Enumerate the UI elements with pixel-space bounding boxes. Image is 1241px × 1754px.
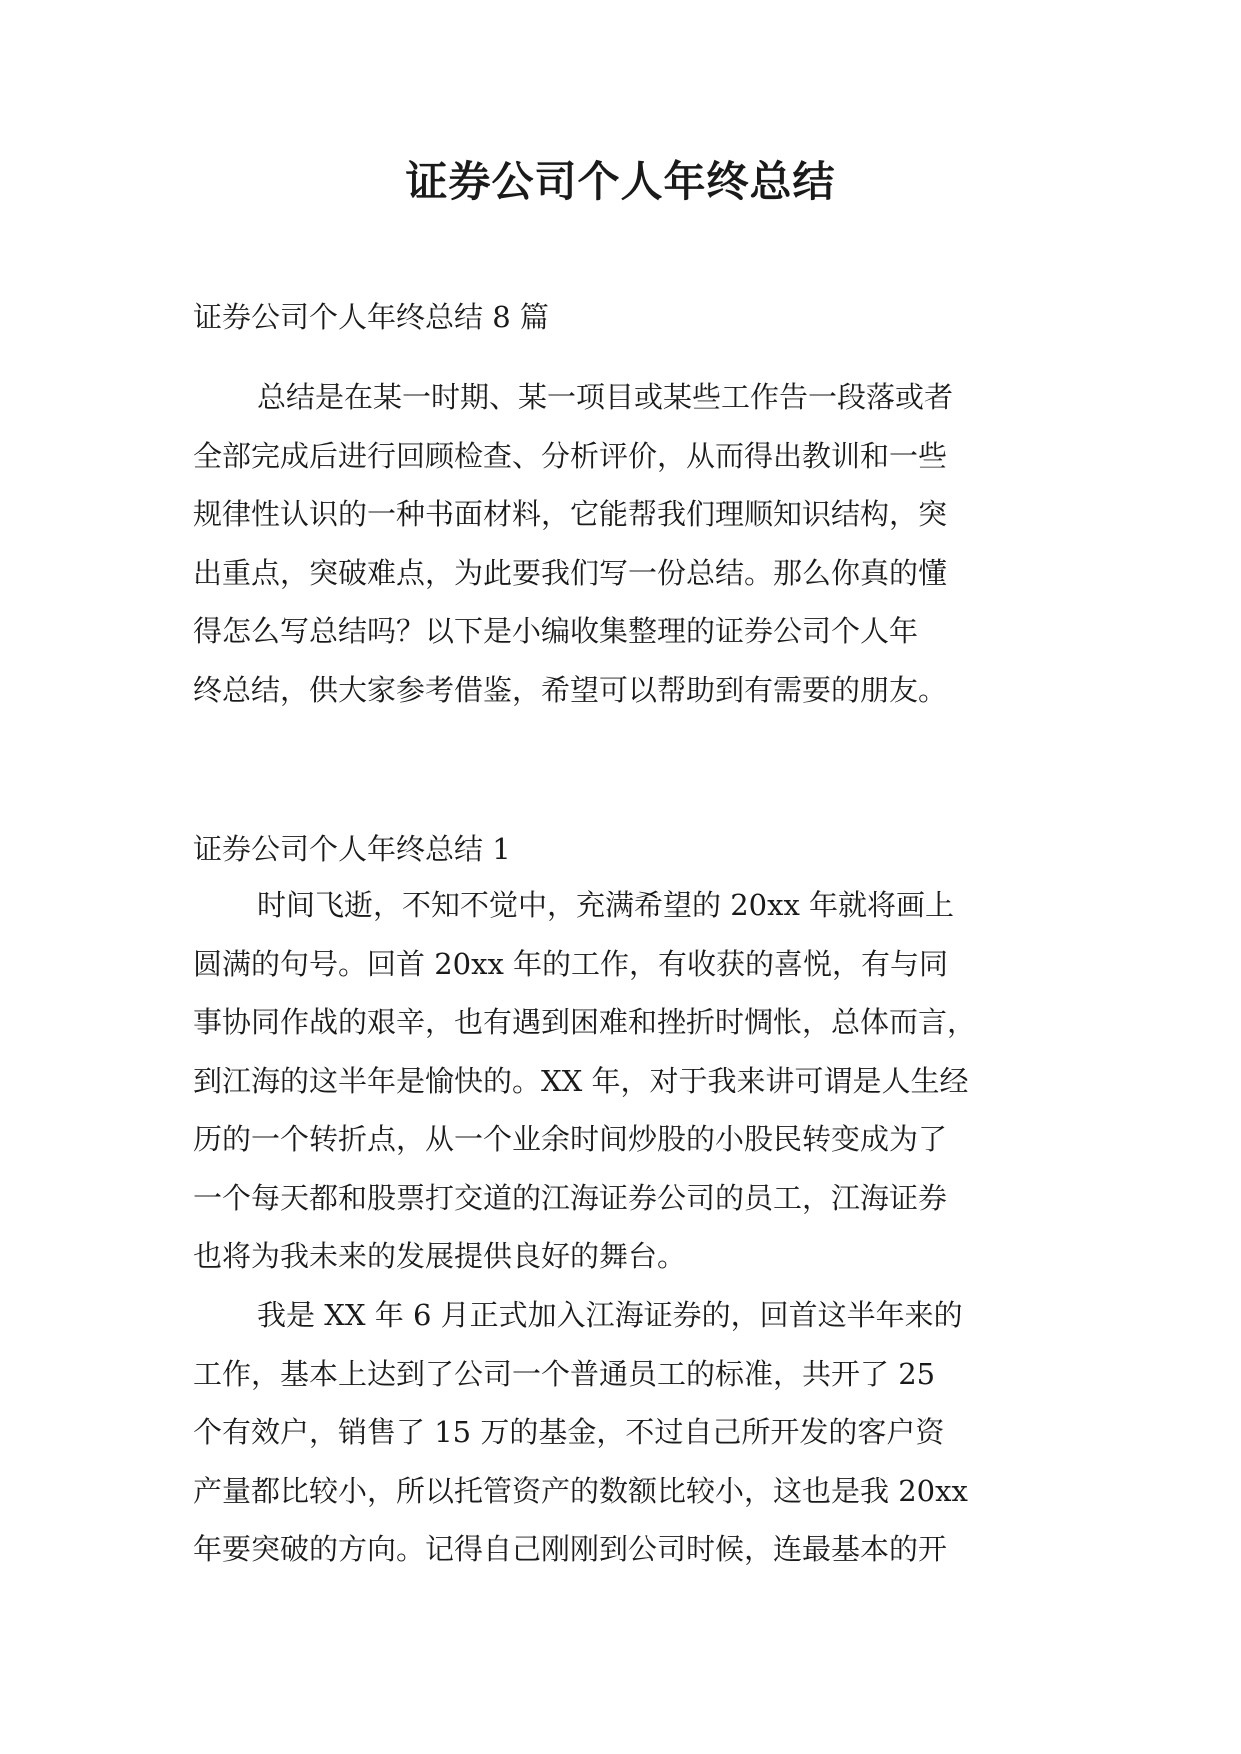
paragraph-line: 时间飞逝，不知不觉中，充满希望的 20xx 年就将画上	[257, 888, 955, 922]
paragraph-line: 我是 XX 年 6 月正式加入江海证券的，回首这半年来的	[257, 1298, 963, 1332]
section-paragraph-1	[193, 876, 1053, 1286]
paragraph-line: 工作，基本上达到了公司一个普通员工的标准，共开了 25	[193, 1356, 936, 1391]
paragraph-line: 得怎么写总结吗？以下是小编收集整理的证券公司个人年	[193, 614, 919, 648]
document-title: 证券公司个人年终总结	[405, 157, 836, 206]
paragraph-line: 事协同作战的艰辛，也有遇到困难和挫折时惆怅，总体而言，	[193, 1005, 977, 1039]
paragraph-line: 圆满的句号。回首 20xx 年的工作，有收获的喜悦，有与同	[193, 946, 949, 981]
paragraph-line: 全部完成后进行回顾检查、分析评价，从而得出教训和一些	[193, 438, 948, 473]
paragraph-line: 规律性认识的一种书面材料，它能帮我们理顺知识结构，突	[193, 497, 948, 531]
paragraph-line: 也将为我未来的发展提供良好的舞台。	[193, 1239, 687, 1273]
paragraph-line: 终总结，供大家参考借鉴，希望可以帮助到有需要的朋友。	[193, 672, 948, 707]
document-subtitle: 证券公司个人年终总结 8 篇	[193, 300, 549, 334]
paragraph-line: 一个每天都和股票打交道的江海证券公司的员工，江海证券	[193, 1180, 948, 1215]
paragraph-line: 总结是在某一时期、某一项目或某些工作告一段落或者	[257, 380, 954, 414]
section-heading: 证券公司个人年终总结 1	[193, 832, 511, 866]
section-paragraph-2	[193, 1286, 1053, 1579]
intro-paragraph	[193, 368, 1053, 719]
paragraph-line: 历的一个转折点，从一个业余时间炒股的小股民转变成为了	[193, 1122, 948, 1156]
paragraph-line: 个有效户，销售了 15 万的基金，不过自己所开发的客户资	[193, 1415, 945, 1449]
paragraph-line: 年要突破的方向。记得自己刚刚到公司时候，连最基本的开	[193, 1532, 948, 1566]
paragraph-line: 到江海的这半年是愉快的。XX 年，对于我来讲可谓是人生经	[193, 1063, 969, 1098]
paragraph-line: 出重点，突破难点，为此要我们写一份总结。那么你真的懂	[193, 555, 948, 590]
paragraph-line: 产量都比较小，所以托管资产的数额比较小，这也是我 20xx	[193, 1473, 968, 1508]
